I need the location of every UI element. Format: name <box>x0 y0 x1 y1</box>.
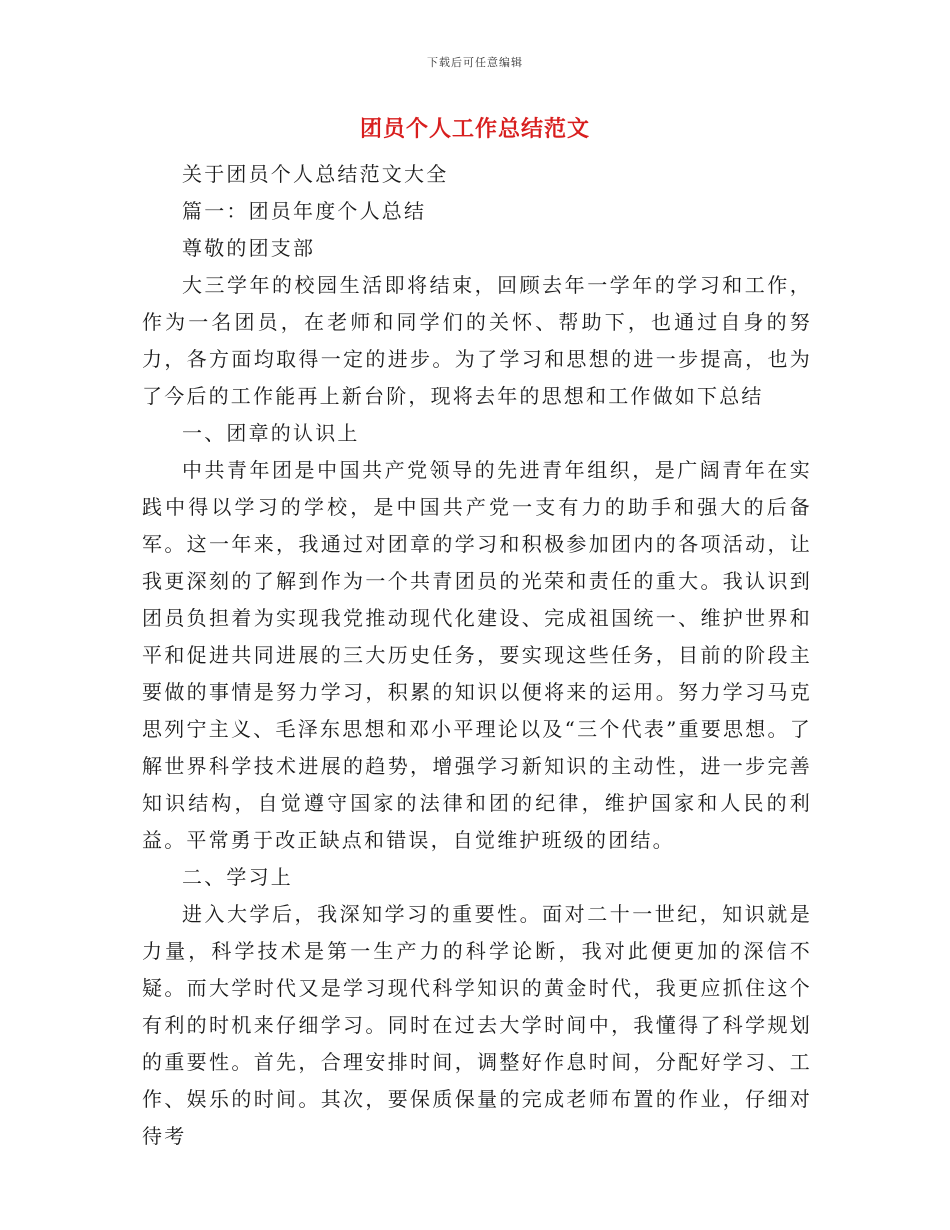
section-heading-charter: 一、团章的认识上 <box>182 421 360 445</box>
header-note: 下载后可任意编辑 <box>427 56 523 69</box>
section-heading-study: 二、学习上 <box>182 865 293 889</box>
paragraph-subtitle: 关于团员个人总结范文大全 <box>182 162 449 186</box>
paragraph-part-one: 篇一：团员年度个人总结 <box>182 199 427 223</box>
paragraph-study: 进入大学后，我深知学习的重要性。面对二十一世纪，知识就是力量，科学技术是第一生产力的科学论断，我对此便更加的深信不疑。而大学时代又是学习现代科学知识的黄金时代，我更应抓住这个有利的时机来仔细学习。同时在过去大学时间中，我懂得了科学规划的重要性。首先，合理安排时间，调整好作息时间，分配好学习、工作、娱乐的时间。其次，要保质保量的完成老师布置的作业，仔细对待考 <box>142 902 812 1148</box>
paragraph-intro: 大三学年的校园生活即将结束，回顾去年一学年的学习和工作，作为一名团员，在老师和同学们的关怀、帮助下，也通过自身的努力，各方面均取得一定的进步。为了学习和思想的进一步提高，也为了今后的工作能再上新台阶，现将去年的思想和工作做如下总结 <box>142 273 812 408</box>
document-title: 团员个人工作总结范文 <box>359 116 590 142</box>
paragraph-salutation: 尊敬的团支部 <box>182 236 316 260</box>
paragraph-charter: 中共青年团是中国共产党领导的先进青年组织，是广阔青年在实践中得以学习的学校，是中国共产党一支有力的助手和强大的后备军。这一年来，我通过对团章的学习和积极参加团内的各项活动，让我更深刻的了解到作为一个共青团员的光荣和责任的重大。我认识到团员负担着为实现我党推动现代化建设、完成祖国统一、维护世界和平和促进共同进展的三大历史任务，要实现这些任务，目前的阶段主要做的事情是努力学习，积累的知识以便将来的运用。努力学习马克思列宁主义、毛泽东思想和邓小平理论以及“三个代表”重要思想。了解世界科学技术进展的趋势，增强学习新知识的主动性，进一步完善知识结构，自觉遵守国家的法律和团的纪律，维护国家和人民的利益。平常勇于改正缺点和错误，自觉维护班级的团结。 <box>142 458 812 852</box>
document-body <box>142 156 812 1155</box>
